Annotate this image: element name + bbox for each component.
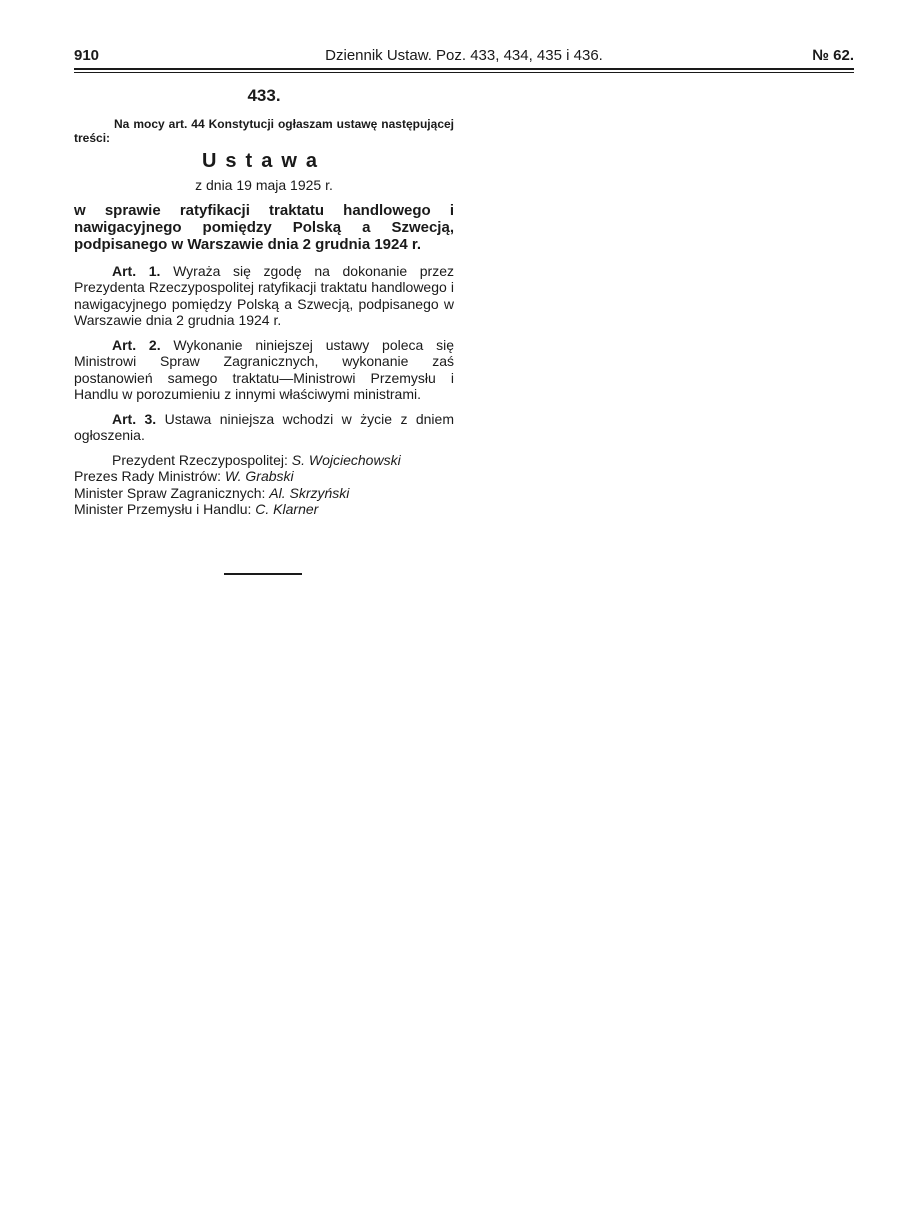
article-2 [74,337,454,403]
signature-industry-minister [74,501,454,518]
article-text: Ustawa niniejsza wchodzi w życie z dniem ogłoszenia. [74,410,454,443]
article-1 [74,263,454,329]
document-column [74,88,454,518]
signature-name: S. Wojciechowski [291,451,401,468]
signature-name: Al. Skrzyński [269,484,350,501]
journal-title: Dziennik Ustaw. Poz. 433, 434, 435 i 436. [325,47,603,64]
article-label: Art. 3. [112,410,157,427]
header-rule-thin [74,72,854,73]
article-text: Wyraża się zgodę na dokonanie przez Prezydenta Rzeczypospolitej ratyfikacji traktatu handlowego i nawigacyjnego pomiędzy Polską a Szwecją, podpisanego w Warszawie dnia 2 grudnia 1924 r. [74,262,455,328]
article-3 [74,411,454,444]
article-label: Art. 1. [112,262,161,279]
signature-name: C. Klarner [255,501,319,517]
act-subject: w sprawie ratyfikacji traktatu handlowego i nawigacyjnego pomiędzy Polską a Szwecją, podpisanego w Warszawie dnia 2 grudnia 1924 r. [74,201,454,253]
issue-number: № 62. [812,47,854,64]
page-header [74,46,854,66]
signature-role: Prezydent Rzeczypospolitej: [112,451,288,468]
position-number: 433. [247,86,281,105]
article-text: Wykonanie niniejszej ustawy poleca się Ministrowi Spraw Zagranicznych, wykonanie zaś postanowień samego traktatu—Ministrowi Przemysłu i Handlu w porozumieniu z innymi właściwymi ministrami. [74,336,455,402]
header-rule-thick [74,68,854,70]
article-label: Art. 2. [112,336,161,353]
signature-name: W. Grabski [224,468,294,484]
promulgation-intro: Na mocy art. 44 Konstytucji ogłaszam ustawę następującej treści: [74,116,454,145]
signature-president [74,452,454,469]
page-number: 910 [74,47,100,64]
signature-role: Minister Przemysłu i Handlu: [74,501,252,517]
act-date: z dnia 19 maja 1925 r. [195,177,333,193]
signature-prime-minister [74,468,454,485]
signature-foreign-minister [74,485,454,502]
act-heading: Ustawa [201,149,327,172]
signature-role: Minister Spraw Zagranicznych: [74,484,266,501]
section-end-rule [224,573,302,575]
signature-role: Prezes Rady Ministrów: [74,468,222,484]
